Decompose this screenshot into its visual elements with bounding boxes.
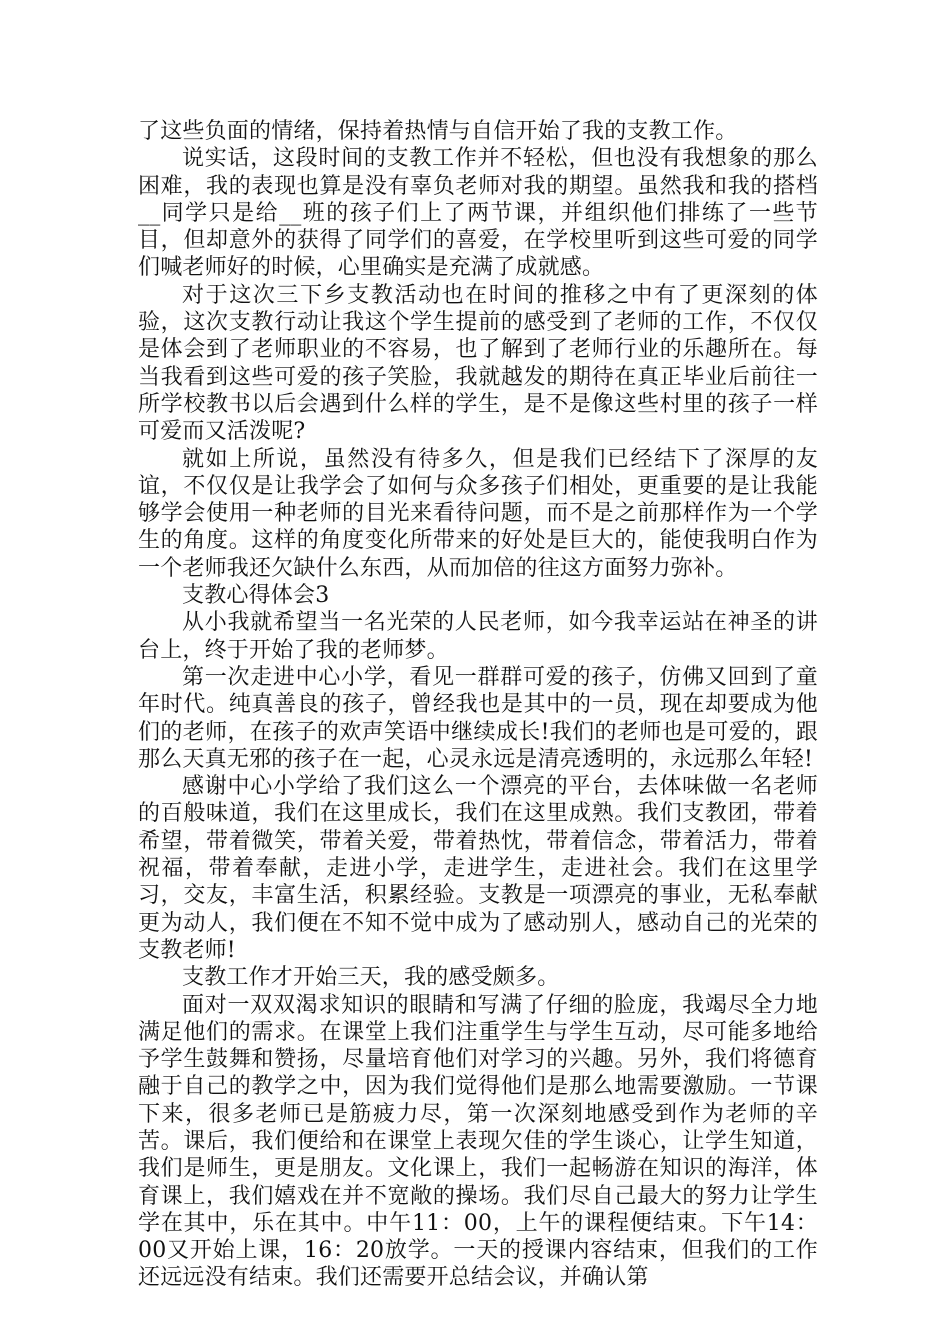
document-body xyxy=(138,118,818,1292)
paragraph-7: 感谢中心小学给了我们这么一个漂亮的平台，去体味做一名老师的百般味道，我们在这里成长，我们在这里成熟。我们支教团，带着希望，带着微笑，带着关爱，带着热忱，带着信念，带着活力，带着祝福，带着奉献，走进小学，走进学生，走进社会。我们在这里学习，交友，丰富生活，积累经验。支教是一项漂亮的事业，无私奉献更为动人，我们便在不知不觉中成为了感动别人，感动自己的光荣的支教老师! xyxy=(138,774,818,963)
paragraph-8: 支教工作才开始三天，我的感受颇多。 xyxy=(182,965,560,991)
paragraph-2: 说实话，这段时间的支教工作并不轻松，但也没有我想象的那么困难，我的表现也算是没有辜负老师对我的期望。虽然我和我的搭档__同学只是给__班的孩子们上了两节课，并组织他们排练了一些节目，但却意外的获得了同学们的喜爱，在学校里听到这些可爱的同学们喊老师好的时候，心里确实是充满了成就感。 xyxy=(138,146,818,281)
paragraph-3: 对于这次三下乡支教活动也在时间的推移之中有了更深刻的体验，这次支教行动让我这个学生提前的感受到了老师的工作，不仅仅是体会到了老师职业的不容易，也了解到了老师行业的乐趣所在。每当我看到这些可爱的孩子笑脸，我就越发的期待在真正毕业后前往一所学校教书以后会遇到什么样的学生，是不是像这些村里的孩子一样可爱而又活泼呢? xyxy=(138,282,818,445)
section-heading: 支教心得体会3 xyxy=(182,583,330,609)
paragraph-1: 了这些负面的情绪，保持着热情与自信开始了我的支教工作。 xyxy=(138,119,738,144)
paragraph-6: 第一次走进中心小学，看见一群群可爱的孩子，仿佛又回到了童年时代。纯真善良的孩子，曾经我也是其中的一员，现在却要成为他们的老师，在孩子的欢声笑语中继续成长!我们的老师也是可爱的，跟那么天真无邪的孩子在一起，心灵永远是清亮透明的，永远那么年轻! xyxy=(138,664,818,772)
paragraph-9: 面对一双双渴求知识的眼睛和写满了仔细的脸庞，我竭尽全力地满足他们的需求。在课堂上我们注重学生与学生互动，尽可能多地给予学生鼓舞和赞扬，尽量培育他们对学习的兴趣。另外，我们将德育融于自己的教学之中，因为我们觉得他们是那么地需要激励。一节课下来，很多老师已是筋疲力尽，第一次深刻地感受到作为老师的辛苦。课后，我们便给和在课堂上表现欠佳的学生谈心，让学生知道，我们是师生，更是朋友。文化课上，我们一起畅游在知识的海洋，体育课上，我们嬉戏在并不宽敞的操场。我们尽自己最大的努力让学生学在其中，乐在其中。中午11：00，上午的课程便结束。下午14：00又开始上课，16：20放学。一天的授课内容结束，但我们的工作还远远没有结束。我们还需要开总结会议，并确认第 xyxy=(138,992,818,1291)
paragraph-4: 就如上所说，虽然没有待多久，但是我们已经结下了深厚的友谊，不仅仅是让我学会了如何与众多孩子们相处，更重要的是让我能够学会使用一种老师的目光来看待问题，而不是之前那样作为一个学生的角度。这样的角度变化所带来的好处是巨大的，能使我明白作为一个老师我还欠缺什么东西，从而加倍的往这方面努力弥补。 xyxy=(138,446,818,581)
paragraph-5: 从小我就希望当一名光荣的人民老师，如今我幸运站在神圣的讲台上，终于开始了我的老师梦。 xyxy=(138,610,818,663)
